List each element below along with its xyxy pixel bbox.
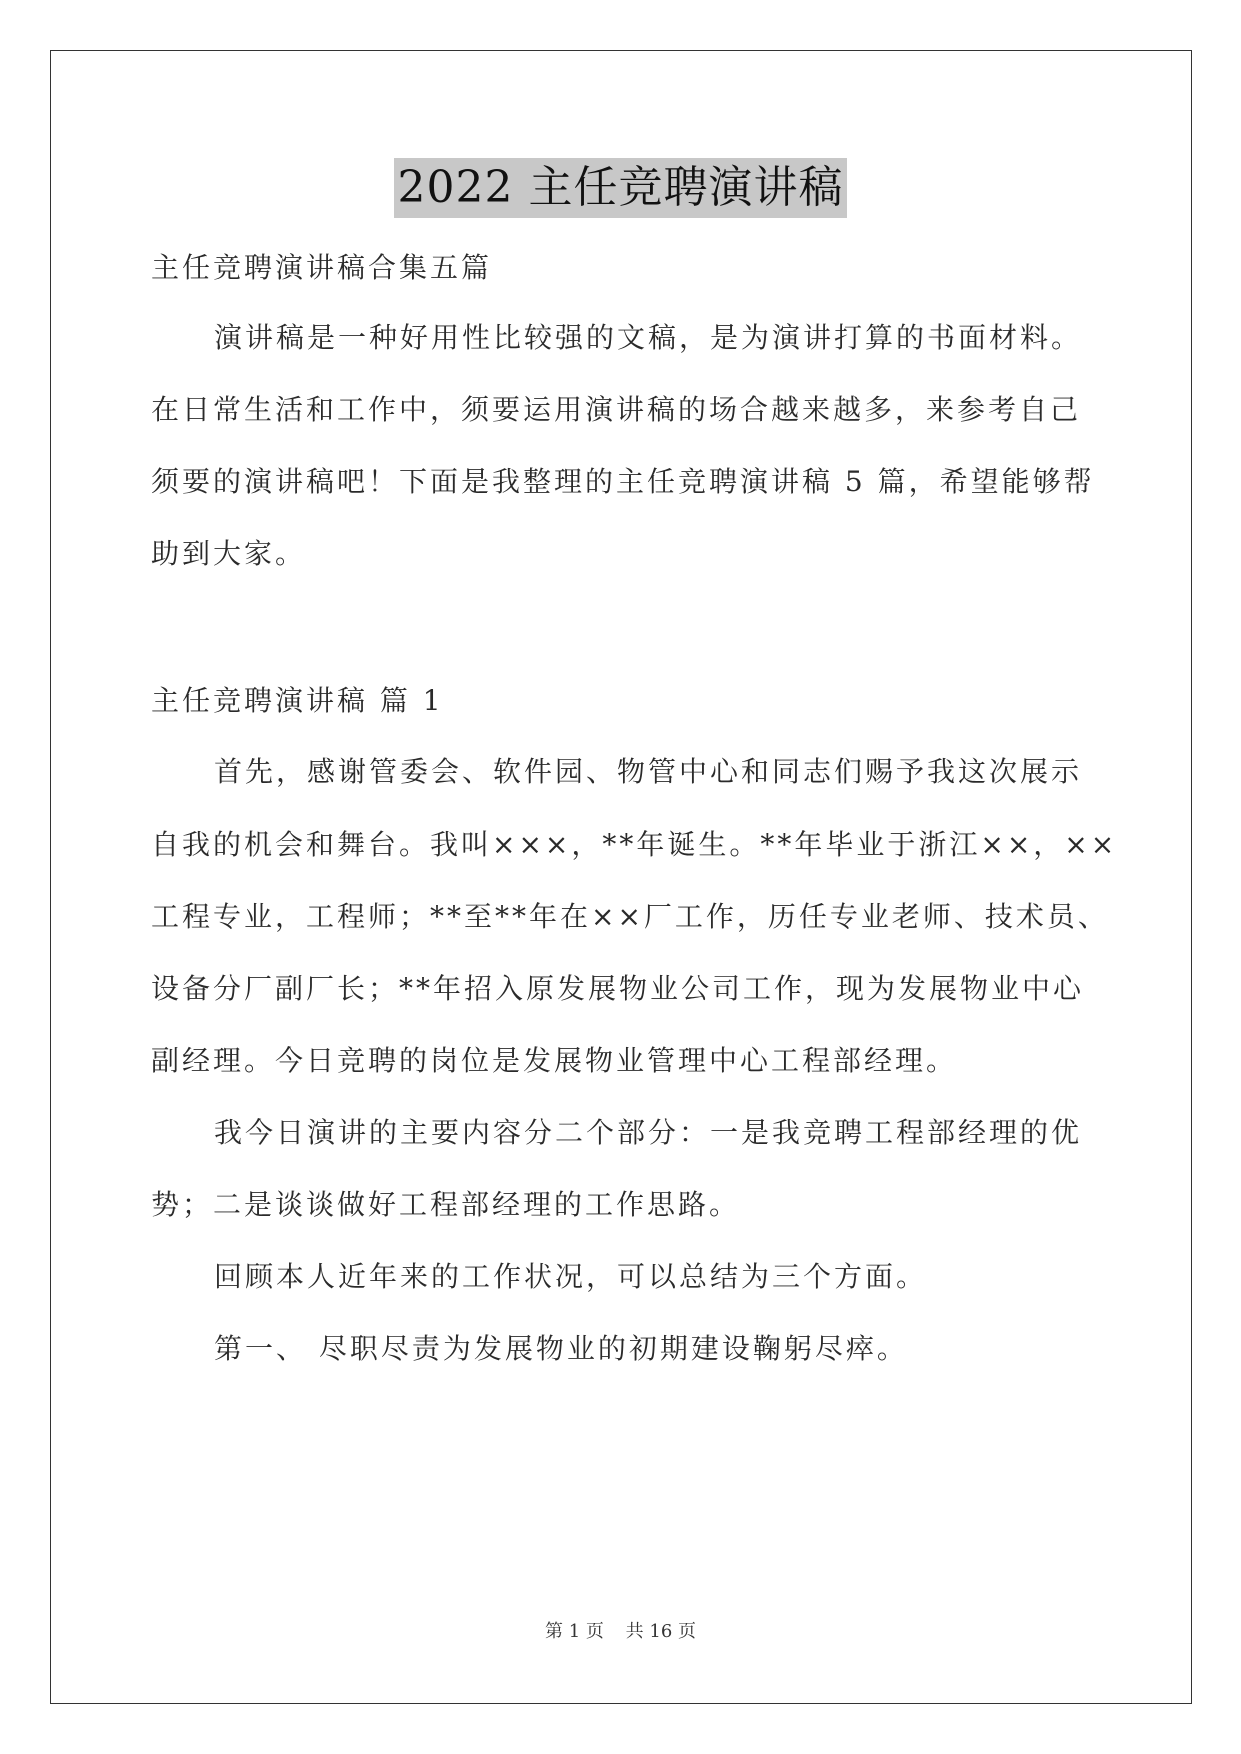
paragraph-line: 演讲稿是一种好用性比较强的文稿，是为演讲打算的书面材料。: [214, 321, 1083, 354]
paragraph-line: 我今日演讲的主要内容分二个部分：一是我竞聘工程部经理的优: [214, 1116, 1083, 1149]
page-frame: [50, 50, 1192, 1704]
paragraph-line: 须要的演讲稿吧！下面是我整理的主任竞聘演讲稿 5 篇，希望能够帮: [151, 465, 1095, 498]
paragraph-line: 自我的机会和舞台。我叫×××，**年诞生。**年毕业于浙江××，××: [151, 828, 1118, 861]
document-title: 2022 主任竞聘演讲稿: [394, 158, 848, 218]
paragraph-line: 势；二是谈谈做好工程部经理的工作思路。: [151, 1188, 741, 1221]
title-wrap: [0, 158, 1241, 218]
paragraph-line: 在日常生活和工作中，须要运用演讲稿的场合越来越多，来参考自己: [151, 393, 1082, 426]
page-number: 第 1 页: [545, 1621, 604, 1642]
paragraph-line: 首先，感谢管委会、软件园、物管中心和同志们赐予我这次展示: [214, 755, 1083, 788]
section-heading: 主任竞聘演讲稿 篇 1: [151, 684, 444, 717]
paragraph-line: 工程专业，工程师；**至**年在××厂工作，历任专业老师、技术员、: [151, 900, 1109, 933]
subtitle-line: 主任竞聘演讲稿合集五篇: [151, 251, 493, 284]
page-footer: [0, 1620, 1241, 1644]
paragraph-line: 助到大家。: [151, 537, 307, 570]
paragraph-line: 回顾本人近年来的工作状况，可以总结为三个方面。: [214, 1260, 928, 1293]
paragraph-line: 设备分厂副厂长；**年招入原发展物业公司工作，现为发展物业中心: [151, 972, 1085, 1005]
paragraph-line: 第一、 尽职尽责为发展物业的初期建设鞠躬尽瘁。: [214, 1332, 908, 1365]
page-total: 共 16 页: [625, 1621, 696, 1642]
paragraph-line: 副经理。今日竞聘的岗位是发展物业管理中心工程部经理。: [151, 1044, 958, 1077]
